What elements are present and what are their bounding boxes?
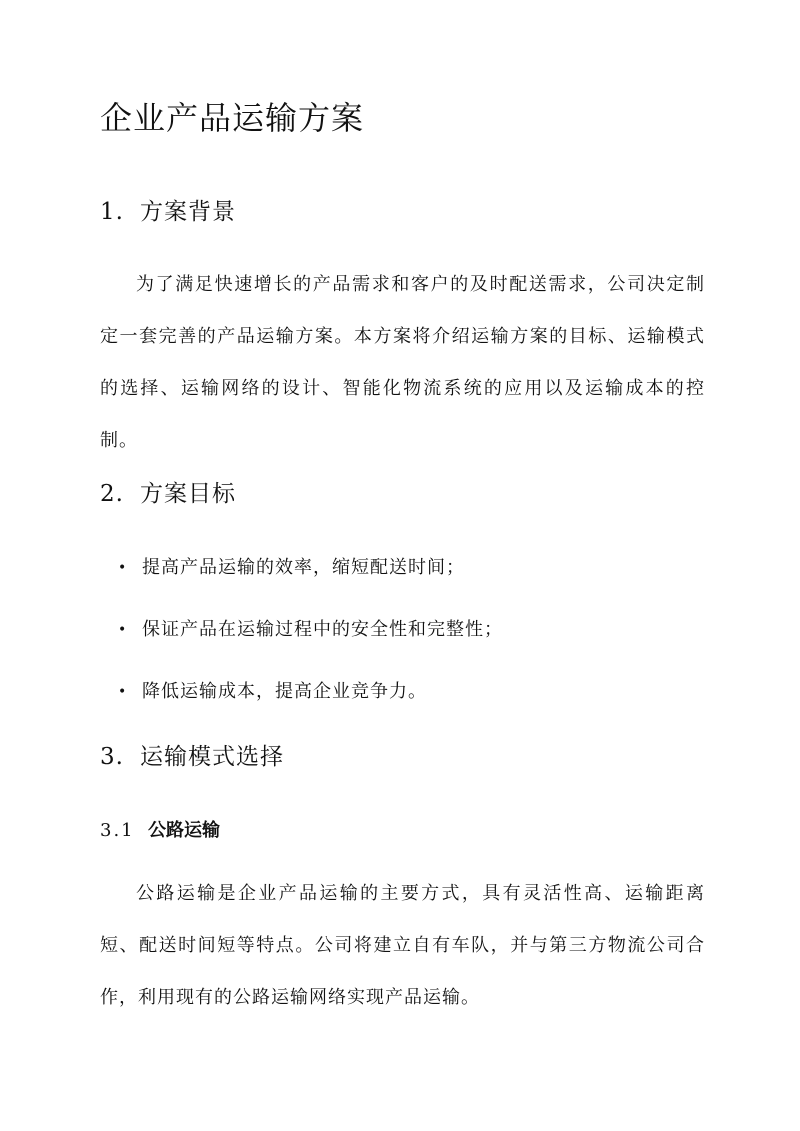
- subsection-number: 3.1: [100, 820, 135, 841]
- section-heading-goals: [100, 478, 236, 510]
- list-item-text: 提高产品运输的效率，缩短配送时间；: [142, 557, 465, 578]
- subsection-heading-road: [100, 818, 220, 844]
- section-title: 运输模式选择: [140, 744, 284, 770]
- list-item-text: 降低运输成本，提高企业竞争力。: [142, 681, 427, 702]
- list-item: [118, 610, 503, 672]
- road-transport-paragraph: 公路运输是企业产品运输的主要方式，具有灵活性高、运输距离短、配送时间短等特点。公司将建立自有车队，并与第三方物流公司合作，利用现有的公路运输网络实现产品运输。: [100, 883, 705, 1008]
- bullet-icon: •: [118, 622, 128, 638]
- section-number: 1.: [100, 199, 124, 225]
- section-number: 2.: [100, 481, 124, 507]
- section-heading-background: [100, 196, 236, 228]
- list-item: [118, 548, 503, 610]
- list-item: [118, 672, 503, 734]
- background-paragraph: 为了满足快速增长的产品需求和客户的及时配送需求，公司决定制定一套完善的产品运输方案。本方案将介绍运输方案的目标、运输模式的选择、运输网络的设计、智能化物流系统的应用以及运输成本的控制。: [100, 274, 705, 451]
- goals-list: [118, 548, 503, 734]
- section-number: 3.: [100, 744, 124, 770]
- section-title: 方案目标: [140, 481, 236, 507]
- bullet-icon: •: [118, 560, 128, 576]
- section-title: 方案背景: [140, 199, 236, 225]
- document-title: 企业产品运输方案: [100, 99, 365, 137]
- bullet-icon: •: [118, 684, 128, 700]
- section-heading-transport-mode: [100, 741, 284, 773]
- list-item-text: 保证产品在运输过程中的安全性和完整性；: [142, 619, 503, 640]
- subsection-title: 公路运输: [148, 820, 220, 841]
